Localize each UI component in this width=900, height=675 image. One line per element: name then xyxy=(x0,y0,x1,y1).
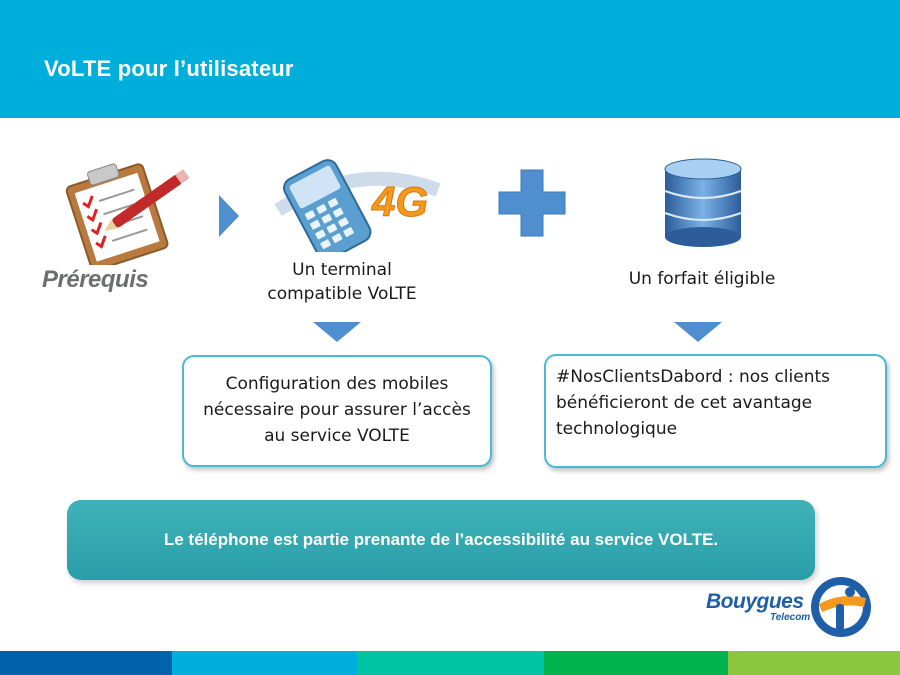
down-triangle-icon xyxy=(311,320,363,344)
bouygues-logo-icon xyxy=(808,574,874,640)
mobile-config-line1: Configuration des mobiles xyxy=(225,374,449,394)
chevron-right-icon xyxy=(216,193,242,239)
footer-stripe xyxy=(544,651,728,675)
mobile-config-line2: nécessaire pour assurer l’accès xyxy=(203,400,471,420)
clients-line1: #NosClientsDabord : nos clients xyxy=(556,367,830,387)
terminal-caption xyxy=(252,258,432,306)
key-message-banner xyxy=(67,500,815,580)
logo-brand: Bouygues xyxy=(706,590,804,613)
mobile-config-card xyxy=(182,355,492,467)
logo-sub: Telecom xyxy=(770,612,811,623)
plus-icon xyxy=(497,168,567,238)
key-message-text: Le téléphone est partie prenante de l’accessibilité au service VOLTE. xyxy=(163,530,719,549)
footer-stripe xyxy=(172,651,357,675)
terminal-caption-line1: Un terminal xyxy=(292,260,392,280)
terminal-caption-line2: compatible VoLTE xyxy=(267,284,417,304)
database-icon xyxy=(660,155,746,250)
prerequisites-label: Prérequis xyxy=(42,266,149,293)
page-title: VoLTE pour l’utilisateur xyxy=(44,56,294,81)
footer-stripe xyxy=(357,651,544,675)
footer-stripe xyxy=(0,651,172,675)
phone-4g-icon xyxy=(268,150,446,252)
phone-badge-text: 4G xyxy=(372,178,429,225)
forfait-caption: Un forfait éligible xyxy=(628,269,776,289)
footer-stripe xyxy=(728,651,900,675)
clients-line2: bénéficieront de cet avantage xyxy=(556,393,813,413)
down-triangle-icon xyxy=(672,320,724,344)
clients-line3: technologique xyxy=(556,419,678,439)
clients-card xyxy=(544,354,887,468)
mobile-config-line3: au service VOLTE xyxy=(264,426,410,446)
clipboard-checklist-icon xyxy=(45,150,195,265)
